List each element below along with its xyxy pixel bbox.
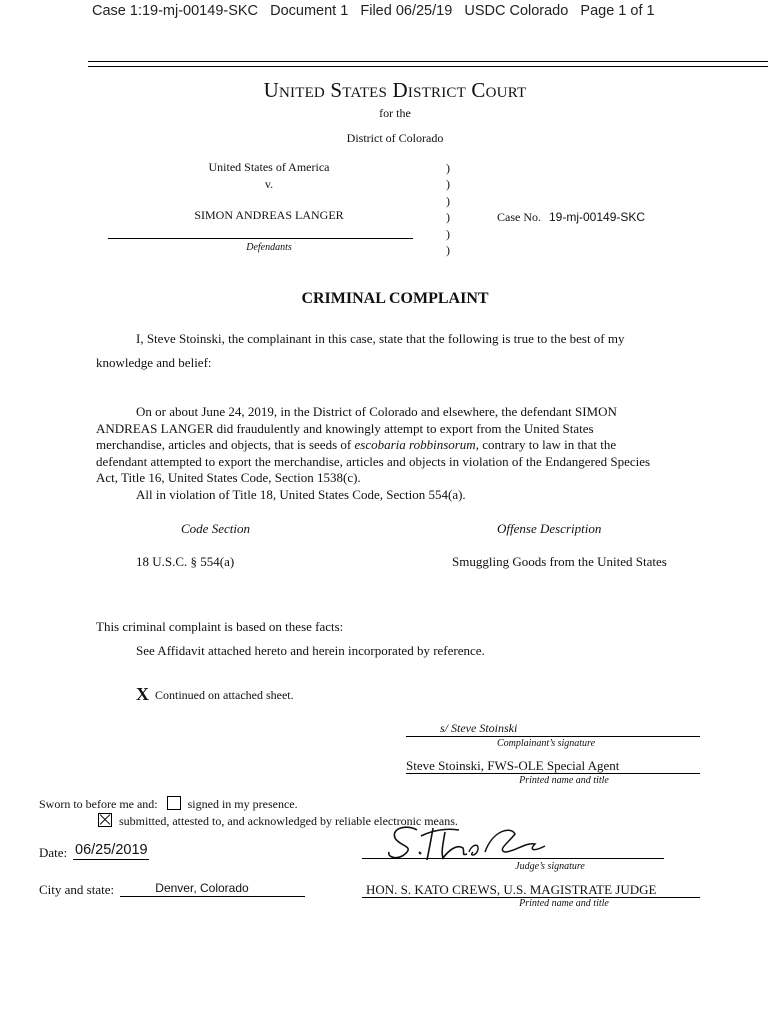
caption-defendants-label: Defendants <box>246 242 292 253</box>
caption-paren: ) <box>446 226 450 241</box>
sworn-label: Sworn to before me and: <box>39 797 158 811</box>
court-district: District of Colorado <box>346 131 444 145</box>
complainant-printed-label: Printed name and title <box>519 775 609 786</box>
continued-checkmark: X <box>136 684 149 704</box>
city-state-label: City and state: <box>39 882 115 897</box>
code-section-value: 18 U.S.C. § 554(a) <box>136 554 235 569</box>
complainant-signature: s/ Steve Stoinski <box>440 721 518 735</box>
offense-line-text: merchandise, articles and objects, that is seeds of <box>96 437 355 452</box>
offense-line <box>96 437 696 454</box>
sworn-row <box>39 796 298 812</box>
complainant-printed-name: Steve Stoinski, FWS-OLE Special Agent <box>406 758 620 773</box>
date-line <box>73 859 149 860</box>
document-title: CRIMINAL COMPLAINT <box>301 290 489 307</box>
defendant-underline <box>108 238 413 239</box>
intro-line-2: knowledge and belief: <box>96 355 212 370</box>
offense-description-header: Offense Description <box>497 521 602 536</box>
code-section-header: Code Section <box>181 521 250 536</box>
caption-parens <box>446 160 450 258</box>
judge-signature-label: Judge’s signature <box>515 861 585 872</box>
submitted-label: submitted, attested to, and acknowledged by reliable electronic means. <box>119 814 458 828</box>
court-name: United States District Court <box>263 78 527 102</box>
complainant-signature-label: Complainant’s signature <box>496 738 596 749</box>
offense-line: defendant attempted to export the merchandise, articles and objects in violation of the Endangered Species <box>96 453 651 469</box>
facts-detail: See Affidavit attached hereto and herein incorporated by reference. <box>136 643 485 658</box>
offense-line: Act, Title 16, United States Code, Section 1538(c). <box>96 470 361 485</box>
offense-description-value: Smuggling Goods from the United States <box>452 554 667 569</box>
signed-in-presence-label: signed in my presence. <box>187 797 298 811</box>
date-label: Date: <box>39 845 68 860</box>
case-number-label: Case No. <box>497 210 541 224</box>
case-number-value: 19-mj-00149-SKC <box>549 210 646 224</box>
species-name: escobaria robbinsorum <box>354 437 476 452</box>
caption-paren: ) <box>446 243 450 258</box>
signed-in-presence-checkbox[interactable] <box>167 796 181 810</box>
complainant-name-line <box>406 773 700 774</box>
submitted-checkbox-checked[interactable] <box>98 813 112 827</box>
judge-printed-label: Printed name and title <box>519 898 609 909</box>
complainant-signature-line <box>406 736 700 737</box>
caption-paren: ) <box>446 193 450 208</box>
case-header-stamp: Case 1:19-mj-00149-SKC Document 1 Filed 06/25/19 USDC Colorado Page 1 of 1 <box>92 3 655 19</box>
caption-versus: v. <box>264 177 274 191</box>
court-for-the: for the <box>379 106 411 120</box>
continued-label: Continued on attached sheet. <box>155 688 294 702</box>
caption-plaintiff: United States of America <box>208 160 330 174</box>
caption-paren: ) <box>446 210 450 225</box>
header-rule-bottom <box>88 66 768 67</box>
header-rule-top <box>88 61 768 62</box>
offense-line: On or about June 24, 2019, in the District of Colorado and elsewhere, the defendant SIMON <box>136 404 617 419</box>
city-state-line <box>120 896 305 897</box>
judge-signature-line <box>362 858 664 859</box>
offense-line-text: , contrary to law in that the <box>475 437 617 452</box>
facts-intro: This criminal complaint is based on these facts: <box>96 619 344 634</box>
offense-line: ANDREAS LANGER did fraudulently and knowingly attempt to export from the United States <box>96 420 594 436</box>
caption-defendant: SIMON ANDREAS LANGER <box>194 208 344 222</box>
judge-printed-name: HON. S. KATO CREWS, U.S. MAGISTRATE JUDGE <box>366 882 657 897</box>
caption-paren: ) <box>446 161 450 175</box>
date-value: 06/25/2019 <box>75 842 148 858</box>
offense-paragraph <box>96 404 696 503</box>
city-state-value: Denver, Colorado <box>155 881 249 895</box>
violation-line: All in violation of Title 18, United States Code, Section 554(a). <box>136 486 466 502</box>
intro-line-1: I, Steve Stoinski, the complainant in this case, state that the following is true to the best of my <box>136 331 625 346</box>
caption-paren: ) <box>446 177 450 192</box>
case-number <box>497 208 645 226</box>
